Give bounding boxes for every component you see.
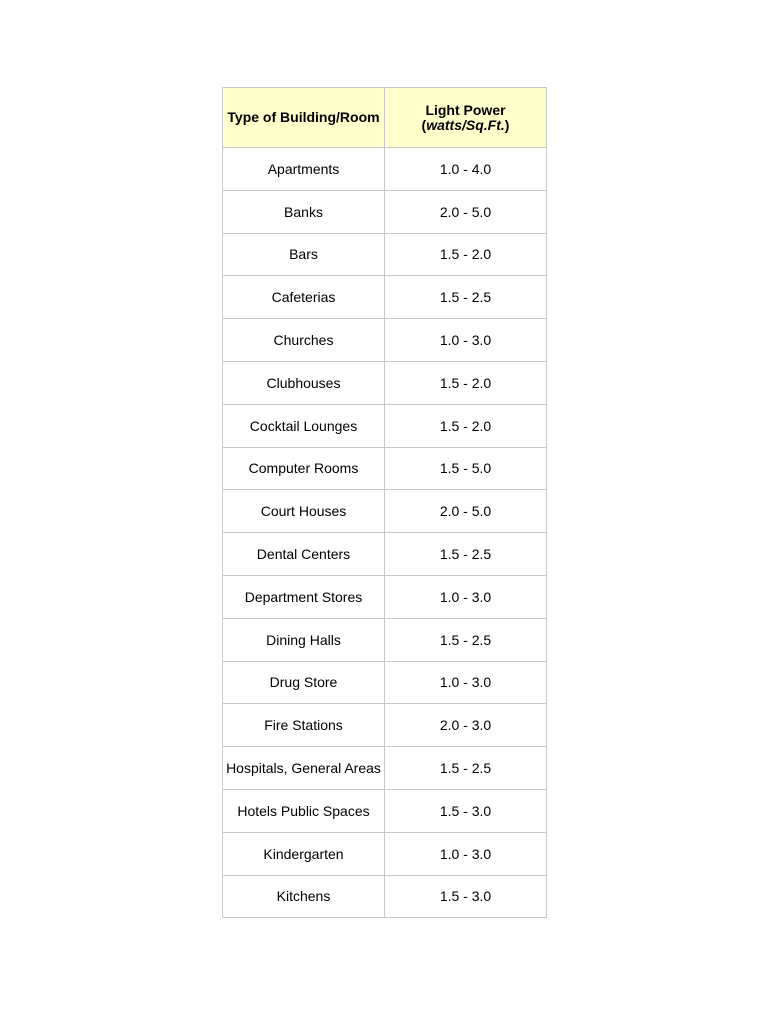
table-row bbox=[223, 190, 547, 233]
building-type-cell: Cafeterias bbox=[223, 276, 385, 319]
header-row bbox=[223, 88, 547, 148]
building-type-cell: Kindergarten bbox=[223, 832, 385, 875]
table-row bbox=[223, 832, 547, 875]
building-type-cell: Department Stores bbox=[223, 575, 385, 618]
light-power-cell: 2.0 - 3.0 bbox=[385, 704, 547, 747]
building-type-cell: Cocktail Lounges bbox=[223, 404, 385, 447]
table-row bbox=[223, 233, 547, 276]
light-power-cell: 2.0 - 5.0 bbox=[385, 490, 547, 533]
table-row bbox=[223, 747, 547, 790]
table-row bbox=[223, 148, 547, 191]
light-power-cell: 1.5 - 3.0 bbox=[385, 789, 547, 832]
light-power-cell: 1.5 - 2.5 bbox=[385, 276, 547, 319]
building-type-cell: Drug Store bbox=[223, 661, 385, 704]
building-type-cell: Bars bbox=[223, 233, 385, 276]
table-row bbox=[223, 575, 547, 618]
light-power-cell: 1.5 - 2.0 bbox=[385, 233, 547, 276]
table-row bbox=[223, 704, 547, 747]
building-type-cell: Apartments bbox=[223, 148, 385, 191]
light-power-cell: 1.5 - 5.0 bbox=[385, 447, 547, 490]
header-unit-close-paren: ) bbox=[504, 116, 510, 133]
building-type-cell: Hotels Public Spaces bbox=[223, 789, 385, 832]
light-power-cell: 1.0 - 4.0 bbox=[385, 148, 547, 191]
header-building-type bbox=[223, 88, 385, 148]
light-power-cell: 1.5 - 2.5 bbox=[385, 618, 547, 661]
header-light-power-label: Light Power bbox=[425, 101, 506, 118]
building-type-cell: Fire Stations bbox=[223, 704, 385, 747]
light-power-cell: 2.0 - 5.0 bbox=[385, 190, 547, 233]
light-power-cell: 1.0 - 3.0 bbox=[385, 661, 547, 704]
building-type-cell: Kitchens bbox=[223, 875, 385, 918]
table-row bbox=[223, 447, 547, 490]
light-power-cell: 1.5 - 3.0 bbox=[385, 875, 547, 918]
table-row bbox=[223, 361, 547, 404]
light-power-table bbox=[222, 87, 547, 918]
light-power-cell: 1.0 - 3.0 bbox=[385, 575, 547, 618]
light-power-cell: 1.5 - 2.0 bbox=[385, 404, 547, 447]
building-type-cell: Court Houses bbox=[223, 490, 385, 533]
table-row bbox=[223, 618, 547, 661]
building-type-cell: Hospitals, General Areas bbox=[223, 747, 385, 790]
light-power-cell: 1.5 - 2.5 bbox=[385, 533, 547, 576]
table-body bbox=[223, 148, 547, 918]
light-power-cell: 1.5 - 2.5 bbox=[385, 747, 547, 790]
header-unit: watts/Sq.Ft. bbox=[426, 116, 505, 133]
building-type-cell: Churches bbox=[223, 319, 385, 362]
table-row bbox=[223, 875, 547, 918]
header-light-power bbox=[385, 88, 547, 148]
building-type-cell: Banks bbox=[223, 190, 385, 233]
building-type-cell: Clubhouses bbox=[223, 361, 385, 404]
building-type-cell: Computer Rooms bbox=[223, 447, 385, 490]
table-row bbox=[223, 533, 547, 576]
header-unit-open-paren: ( bbox=[421, 116, 427, 133]
table-row bbox=[223, 661, 547, 704]
light-power-cell: 1.0 - 3.0 bbox=[385, 319, 547, 362]
building-type-cell: Dental Centers bbox=[223, 533, 385, 576]
table-row bbox=[223, 319, 547, 362]
table-row bbox=[223, 276, 547, 319]
table-row bbox=[223, 404, 547, 447]
light-power-cell: 1.5 - 2.0 bbox=[385, 361, 547, 404]
header-building-type-label: Type of Building/Room bbox=[227, 109, 380, 125]
building-type-cell: Dining Halls bbox=[223, 618, 385, 661]
table-header bbox=[223, 88, 547, 148]
table-row bbox=[223, 490, 547, 533]
light-power-cell: 1.0 - 3.0 bbox=[385, 832, 547, 875]
table-row bbox=[223, 789, 547, 832]
